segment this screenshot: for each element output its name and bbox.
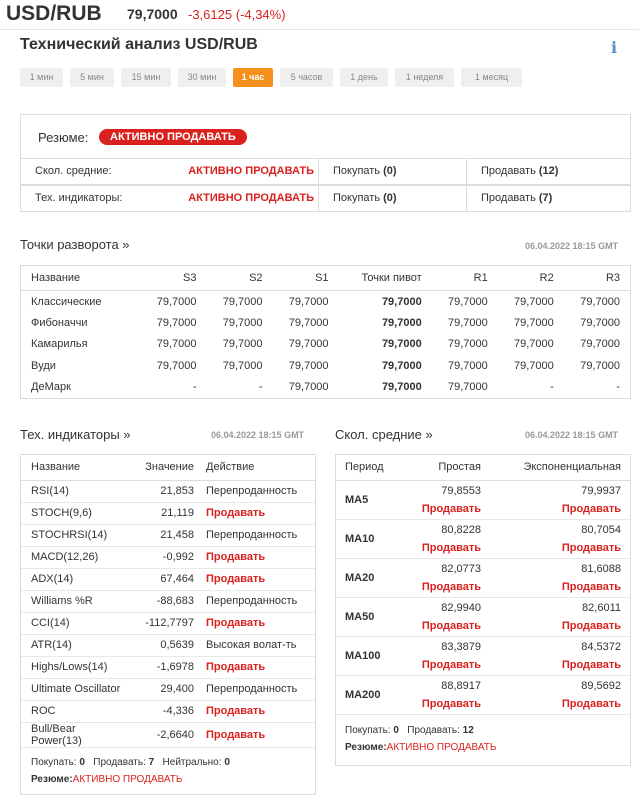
ma-exp-cell xyxy=(481,558,630,597)
pivot-cell: 79,7000 xyxy=(580,359,620,372)
indicators-counts: Покупать: 0 Продавать: 7 Нейтрально: 0 xyxy=(31,757,230,768)
table-row xyxy=(336,597,630,636)
pivot-cell: ДеМарк xyxy=(31,381,71,393)
indicator-value: -4,336 xyxy=(129,700,206,722)
pivot-cell: 79,7000 xyxy=(513,316,554,329)
table-row xyxy=(336,636,630,675)
pivot-timestamp: 06.04.2022 18:15 GMT xyxy=(525,241,619,251)
pivot-cell: 79,7000 xyxy=(447,295,488,308)
indicators-summary: Резюме:АКТИВНО ПРОДАВАТЬ xyxy=(31,774,183,785)
indicator-name[interactable]: STOCHRSI(14) xyxy=(21,524,129,546)
indicator-action: Перепроданность xyxy=(206,590,315,612)
pivot-col-header: S2 xyxy=(207,266,273,291)
pivot-cell: 79,7000 xyxy=(580,338,620,351)
summary-row-name: Скол. средние: xyxy=(35,165,112,177)
pivot-cell: 79,7000 xyxy=(288,338,329,351)
table-row xyxy=(21,502,315,524)
ma-simple-action: Продавать xyxy=(421,541,481,554)
pivot-cell: 79,7000 xyxy=(222,359,263,372)
col-simple: Простая xyxy=(406,455,481,480)
pivot-points-link[interactable]: Точки разворота » xyxy=(20,237,130,252)
ma-exp-cell xyxy=(481,636,630,675)
quote-header xyxy=(0,0,639,30)
ma-period: MA20 xyxy=(336,558,406,597)
table-row xyxy=(21,634,315,656)
pivot-cell: Классические xyxy=(31,295,102,308)
moving-averages-link[interactable]: Скол. средние » xyxy=(335,427,433,442)
table-row xyxy=(21,700,315,722)
pivot-cell: 79,7000 xyxy=(447,316,488,329)
ma-timestamp: 06.04.2022 18:15 GMT xyxy=(525,430,619,440)
indicator-action: Перепроданность xyxy=(206,524,315,546)
pivot-cell: 79,7000 xyxy=(222,338,263,351)
indicator-action: Высокая волат-ть xyxy=(206,634,315,656)
indicator-action: Продавать xyxy=(206,700,315,722)
indicator-name[interactable]: Williams %R xyxy=(21,590,129,612)
indicator-name[interactable]: STOCH(9,6) xyxy=(21,502,129,524)
summary-badge: АКТИВНО ПРОДАВАТЬ xyxy=(99,129,247,145)
table-row xyxy=(21,334,631,356)
pivot-cell: - xyxy=(616,381,620,393)
tab-timeframe[interactable]: 15 мин xyxy=(121,68,171,87)
indicator-value: 21,853 xyxy=(129,480,206,502)
summary-panel xyxy=(20,114,631,158)
indicator-name[interactable]: MACD(12,26) xyxy=(21,546,129,568)
indicator-action: Продавать xyxy=(206,502,315,524)
ma-simple-action: Продавать xyxy=(421,658,481,671)
indicator-name[interactable]: ATR(14) xyxy=(21,634,129,656)
table-row xyxy=(21,355,631,377)
tab-timeframe[interactable]: 1 неделя xyxy=(395,68,454,87)
tab-timeframe[interactable]: 5 часов xyxy=(280,68,333,87)
ma-counts: Покупать: 0 Продавать: 12 xyxy=(345,725,474,736)
summary-row-sell: Продавать (12) xyxy=(466,159,630,184)
ma-period: MA100 xyxy=(336,636,406,675)
indicator-name[interactable]: RSI(14) xyxy=(21,480,129,502)
indicator-value: -1,6978 xyxy=(129,656,206,678)
indicator-value: 67,464 xyxy=(129,568,206,590)
table-row xyxy=(21,312,631,334)
ma-simple-cell xyxy=(406,675,481,714)
tab-timeframe[interactable]: 1 месяц xyxy=(461,68,522,87)
indicator-value: -112,7797 xyxy=(129,612,206,634)
ma-exp-value: 79,9937 xyxy=(581,484,621,497)
table-row xyxy=(336,675,630,714)
indicator-action: Продавать xyxy=(206,656,315,678)
pivot-col-header: R1 xyxy=(432,266,498,291)
summary-row-sell: Продавать (7) xyxy=(466,186,630,211)
pivot-col-header: S1 xyxy=(273,266,339,291)
table-row xyxy=(336,558,630,597)
tab-timeframe[interactable]: 5 мин xyxy=(70,68,114,87)
indicator-action: Продавать xyxy=(206,722,315,747)
ma-exp-cell xyxy=(481,480,630,519)
pivot-cell: 79,7000 xyxy=(381,316,422,329)
indicator-action: Продавать xyxy=(206,612,315,634)
col-exp: Экспоненциальная xyxy=(481,455,630,480)
info-icon[interactable]: i xyxy=(611,38,618,57)
pivot-col-header: R2 xyxy=(498,266,564,291)
indicator-name[interactable]: Highs/Lows(14) xyxy=(21,656,129,678)
indicators-panel xyxy=(20,454,316,795)
pivot-cell: 79,7000 xyxy=(381,381,422,393)
table-row xyxy=(21,480,315,502)
ma-exp-cell xyxy=(481,597,630,636)
pivot-cell: Фибоначчи xyxy=(31,316,88,329)
indicator-value: 29,400 xyxy=(129,678,206,700)
table-row xyxy=(21,291,631,313)
pivot-cell: 79,7000 xyxy=(447,359,488,372)
pivot-cell: 79,7000 xyxy=(381,338,422,351)
ma-exp-value: 89,5692 xyxy=(581,679,621,692)
col-name: Название xyxy=(21,455,129,480)
table-row xyxy=(21,568,315,590)
indicators-timestamp: 06.04.2022 18:15 GMT xyxy=(211,430,305,440)
ma-exp-action: Продавать xyxy=(561,619,621,632)
ma-exp-action: Продавать xyxy=(561,541,621,554)
indicator-action: Перепроданность xyxy=(206,480,315,502)
pivot-cell: 79,7000 xyxy=(156,295,197,308)
pivot-cell: Вуди xyxy=(31,359,56,372)
pivot-col-header: R3 xyxy=(564,266,631,291)
ma-simple-value: 80,8228 xyxy=(441,523,481,536)
indicator-value: -88,683 xyxy=(129,590,206,612)
indicator-name[interactable]: Ultimate Oscillator xyxy=(21,678,129,700)
ma-simple-action: Продавать xyxy=(421,697,481,710)
moving-averages-panel xyxy=(335,454,631,766)
ma-exp-value: 81,6088 xyxy=(581,562,621,575)
tab-timeframe[interactable]: 1 мин xyxy=(20,68,63,87)
pivot-cell: 79,7000 xyxy=(222,295,263,308)
summary-row-buy: Покупать (0) xyxy=(318,159,466,184)
indicator-name[interactable]: CCI(14) xyxy=(21,612,129,634)
pivot-table xyxy=(20,265,631,399)
pivot-cell: Камарилья xyxy=(31,338,88,351)
table-row xyxy=(21,590,315,612)
table-row xyxy=(21,612,315,634)
col-period: Период xyxy=(336,455,406,480)
table-row xyxy=(21,546,315,568)
indicator-value: 0,5639 xyxy=(129,634,206,656)
pivot-cell: 79,7000 xyxy=(156,338,197,351)
ma-summary: Резюме:АКТИВНО ПРОДАВАТЬ xyxy=(345,742,497,753)
page-title: Технический анализ USD/RUB xyxy=(20,36,258,53)
ma-simple-value: 82,0773 xyxy=(441,562,481,575)
ma-simple-value: 83,3879 xyxy=(441,640,481,653)
ma-exp-action: Продавать xyxy=(561,580,621,593)
symbol-title: USD/RUB xyxy=(6,2,102,25)
pivot-cell: - xyxy=(192,381,197,393)
ma-simple-cell xyxy=(406,597,481,636)
price-change: -3,6125 (-4,34%) xyxy=(188,7,286,22)
summary-row-signal: АКТИВНО ПРОДАВАТЬ xyxy=(188,165,314,177)
ma-simple-value: 82,9940 xyxy=(441,601,481,614)
pivot-col-header: Точки пивот xyxy=(339,266,432,291)
ma-exp-cell xyxy=(481,675,630,714)
col-value: Значение xyxy=(129,455,206,480)
ma-simple-value: 88,8917 xyxy=(441,679,481,692)
indicator-value: -2,6640 xyxy=(129,722,206,747)
ma-period: MA10 xyxy=(336,519,406,558)
pivot-cell: 79,7000 xyxy=(513,338,554,351)
summary-row-ma xyxy=(20,158,631,185)
indicator-action: Перепроданность xyxy=(206,678,315,700)
indicator-action: Продавать xyxy=(206,568,315,590)
pivot-cell: 79,7000 xyxy=(580,295,620,308)
ma-simple-cell xyxy=(406,519,481,558)
pivot-cell: 79,7000 xyxy=(513,295,554,308)
col-action: Действие xyxy=(206,455,315,480)
last-price: 79,7000 xyxy=(127,6,178,22)
ma-simple-cell xyxy=(406,636,481,675)
ma-simple-value: 79,8553 xyxy=(441,484,481,497)
table-row xyxy=(21,656,315,678)
ma-simple-cell xyxy=(406,480,481,519)
indicator-value: -0,992 xyxy=(129,546,206,568)
pivot-cell: - xyxy=(550,381,554,393)
table-row xyxy=(21,678,315,700)
pivot-col-header: S3 xyxy=(141,266,207,291)
ma-simple-action: Продавать xyxy=(421,580,481,593)
ma-exp-value: 82,6011 xyxy=(582,601,621,614)
tab-timeframe[interactable]: 1 час xyxy=(233,68,273,87)
pivot-cell: 79,7000 xyxy=(222,316,263,329)
ma-exp-action: Продавать xyxy=(561,658,621,671)
summary-label: Резюме: xyxy=(38,130,89,145)
summary-row-indicators xyxy=(20,185,631,212)
ma-exp-value: 80,7054 xyxy=(581,523,621,536)
tab-timeframe[interactable]: 1 день xyxy=(340,68,388,87)
pivot-cell: 79,7000 xyxy=(288,295,329,308)
pivot-col-header: Название xyxy=(21,266,141,291)
indicator-name[interactable]: ADX(14) xyxy=(21,568,129,590)
indicators-link[interactable]: Тех. индикаторы » xyxy=(20,427,131,442)
ma-exp-value: 84,5372 xyxy=(581,640,621,653)
indicator-value: 21,119 xyxy=(129,502,206,524)
table-row xyxy=(336,519,630,558)
ma-exp-action: Продавать xyxy=(561,502,621,515)
summary-row-name: Тех. индикаторы: xyxy=(35,192,123,204)
ma-simple-cell xyxy=(406,558,481,597)
pivot-cell: 79,7000 xyxy=(580,316,620,329)
indicator-name[interactable]: Bull/Bear Power(13) xyxy=(21,722,129,747)
ma-simple-action: Продавать xyxy=(421,619,481,632)
pivot-cell: 79,7000 xyxy=(156,359,197,372)
indicator-name[interactable]: ROC xyxy=(21,700,129,722)
pivot-cell: 79,7000 xyxy=(513,359,554,372)
indicator-value: 21,458 xyxy=(129,524,206,546)
table-row xyxy=(21,377,631,399)
table-row xyxy=(21,524,315,546)
pivot-cell: - xyxy=(258,381,263,393)
pivot-cell: 79,7000 xyxy=(288,316,329,329)
ma-period: MA5 xyxy=(336,480,406,519)
table-row xyxy=(21,722,315,747)
summary-row-signal: АКТИВНО ПРОДАВАТЬ xyxy=(188,192,314,204)
pivot-cell: 79,7000 xyxy=(447,381,488,393)
pivot-cell: 79,7000 xyxy=(381,295,422,308)
pivot-cell: 79,7000 xyxy=(288,381,329,393)
ma-period: MA200 xyxy=(336,675,406,714)
pivot-cell: 79,7000 xyxy=(156,316,197,329)
table-row xyxy=(336,480,630,519)
ma-exp-cell xyxy=(481,519,630,558)
indicator-action: Продавать xyxy=(206,546,315,568)
ma-simple-action: Продавать xyxy=(421,502,481,515)
pivot-cell: 79,7000 xyxy=(447,338,488,351)
pivot-cell: 79,7000 xyxy=(381,359,422,372)
pivot-cell: 79,7000 xyxy=(288,359,329,372)
tab-timeframe[interactable]: 30 мин xyxy=(178,68,226,87)
summary-row-buy: Покупать (0) xyxy=(318,186,466,211)
ma-exp-action: Продавать xyxy=(561,697,621,710)
ma-period: MA50 xyxy=(336,597,406,636)
